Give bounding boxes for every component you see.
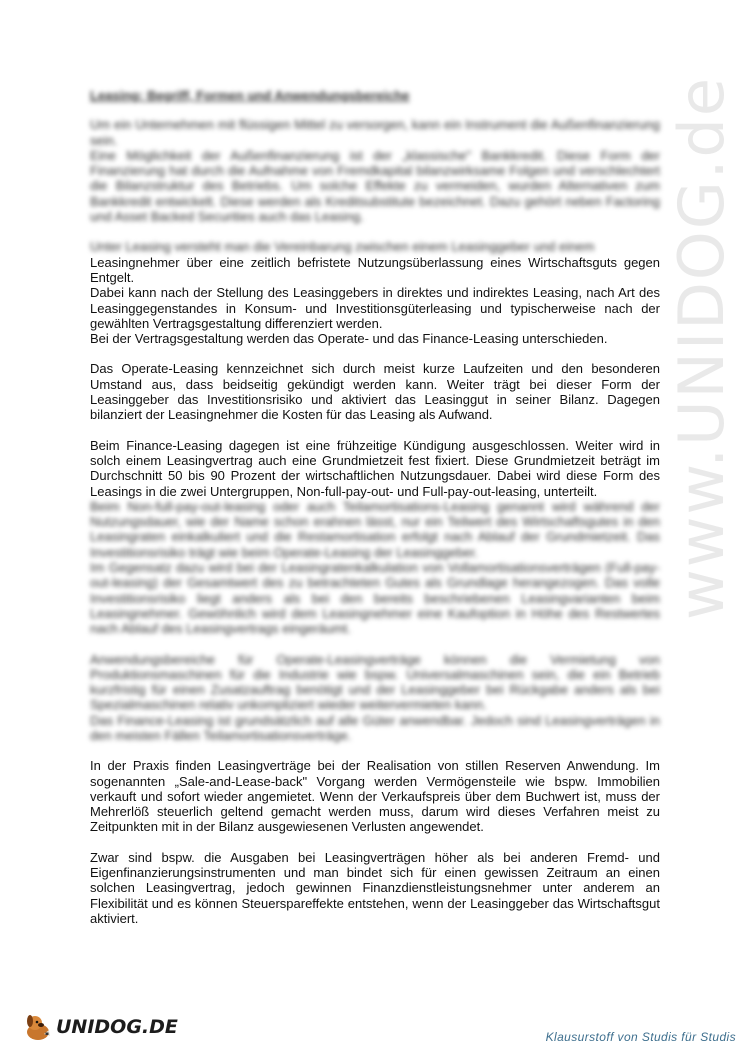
blurred-paragraph: Um ein Unternehmen mit flüssigen Mittel zu versorgen, kann ein Instrument die Außenfinanzierung sein.: [90, 117, 660, 148]
paragraph-gap: [90, 224, 660, 239]
blurred-paragraph: Das Finance-Leasing ist grundsätzlich auf alle Güter anwendbar. Jedoch sind Leasingverträgen in den meisten Fällen Teilamortisationsverträge.: [90, 712, 660, 743]
paragraph-gap: [90, 637, 660, 652]
footer-slogan: Klausurstoff von Studis für Studis: [545, 1030, 736, 1044]
paragraph: Leasingnehmer über eine zeitlich befristete Nutzungsüberlassung eines Wirtschaftsguts gegen Entgelt.: [90, 254, 660, 285]
blurred-paragraph: Anwendungsbereiche für Operate-Leasingverträge können die Vermietung von Produktionsmaschinen für die Industrie wie bspw. Universalmaschinen sein, die ein Betrieb kurzfristig für einen Zusatzauftrag benötigt und der Leasinggeber bei Rückgabe anders als bei Spezialmaschinen relativ unkompliziert wieder weitervermieten kann.: [90, 651, 660, 713]
paragraph-gap: [90, 743, 660, 758]
blurred-paragraph: Beim Non-full-pay-out-leasing oder auch Teilamortisations-Leasing genannt wird während der Nutzungsdauer, wie der Name schon erahnen lässt, nur ein Teilwert des Wirtschaftsgutes in den Leasingraten einkalkuliert und die Restamortisation erfolgt nach Ablauf der Grundmietzeit. Das Investitionsrisiko trägt wie beim Operate-Leasing der Leasinggeber.: [90, 498, 660, 560]
paragraph: Bei der Vertragsgestaltung werden das Operate- und das Finance-Leasing unterschieden.: [90, 331, 608, 347]
blurred-paragraph: Im Gegensatz dazu wird bei der Leasingratenkalkulation von Vollamortisationsverträgen (Full-pay-out-leasing) der Gesamtwert des zu betrachteten Gutes als Grundlage herangezogen. Das volle Investitionsrisiko liegt anders als bei den bereits beschriebenen Leasingvarianten beim Leasingnehmer. Gewöhnlich wird dem Leasingnehmer eine Kaufoption in Höhe des Restwertes nach Ablauf des Leasingvertrags eingeräumt.: [90, 560, 660, 637]
document-body: [90, 88, 660, 926]
paragraph-gap: [90, 835, 660, 850]
paragraph: Beim Finance-Leasing dagegen ist eine frühzeitige Kündigung ausgeschlossen. Weiter wird in solch einem Leasingvertrag auch eine Grundmietzeit fest fixiert. Diese Grundmietzeit beträgt im Durchschnitt 50 bis 90 Prozent der wirtschaftlichen Nutzungsdauer. Dabei wird diese Form des Leasings in die zwei Untergruppen, Non-full-pay-out- und Full-pay-out-leasing, unterteilt.: [90, 437, 660, 499]
watermark: www.UNIDOG.de: [665, 76, 738, 620]
paragraph: In der Praxis finden Leasingverträge bei der Realisation von stillen Reserven Anwendung. Im sogenannten „Sale-and-Lease-back" Vorgang werden Vermögensteile wie bspw. Immobilien verkauft und sofort wieder angemietet. Wenn der Verkaufspreis über dem Buchwert ist, muss der Mehrerlöß steuerlich geltend gemacht werden muss, darum wird dieses Verfahren meist zu Zeitpunkten mit in der Bilanz ausgewiesenen Verlusten angewendet.: [90, 758, 660, 835]
paragraph: Zwar sind bspw. die Ausgaben bei Leasingverträgen höher als bei anderen Fremd- und Eigenfinanzierungsinstrumenten und man bindet sich für einen gewissen Zeitraum an einen solchen Leasingvertrag, jedoch gewinnen Finanzdienstleistungsnehmer unter anderem an Flexibilität und es können Steuerspareffekte entstehen, wenn der Leasinggeber das Wirtschaftsgut aktiviert.: [90, 849, 660, 926]
page-title: Leasing: Begriff, Formen und Anwendungsbereiche: [90, 88, 410, 103]
blurred-paragraph: Eine Möglichkeit der Außenfinanzierung ist der „klassische" Bankkredit. Diese Form der Finanzierung hat durch die Aufnahme von Fremdkapital bilanzwirksame Folgen und verschlechtert die Bilanzstruktur des Betriebs. Um solche Effekte zu vermeiden, wurden Alternativen zum Bankkredit entwickelt. Diese werden als Kreditsubstitute bezeichnet. Dazu gehört neben Factoring und Asset Backed Securities auch das Leasing.: [90, 147, 660, 225]
paragraph: Dabei kann nach der Stellung des Leasinggebers in direktes und indirektes Leasing, nach Art des Leasinggegenstandes in Konsum- und Investitionsgüterleasing und typischerweise nach der gewählten Vertragsgestaltung differenziert werden.: [90, 285, 660, 331]
paragraph-gap: [90, 423, 660, 438]
blurred-paragraph: Unter Leasing versteht man die Vereinbarung zwischen einem Leasinggeber und einem: [90, 239, 595, 255]
paragraph-gap: [90, 346, 660, 361]
paragraph: Das Operate-Leasing kennzeichnet sich durch meist kurze Laufzeiten und den besonderen Umstand aus, dass beidseitig gekündigt werden kann. Weiter trägt bei dieser Form der Leasinggeber das Investitionsrisiko und aktiviert das Leasinggut in seiner Bilanz. Dagegen bilanziert der Leasingnehmer die Kosten für das Leasing als Aufwand.: [90, 361, 660, 423]
logo-text: UNIDOG.DE: [56, 1016, 178, 1038]
dog-mascot-icon: [22, 1012, 54, 1042]
unidog-logo[interactable]: [22, 1012, 178, 1042]
